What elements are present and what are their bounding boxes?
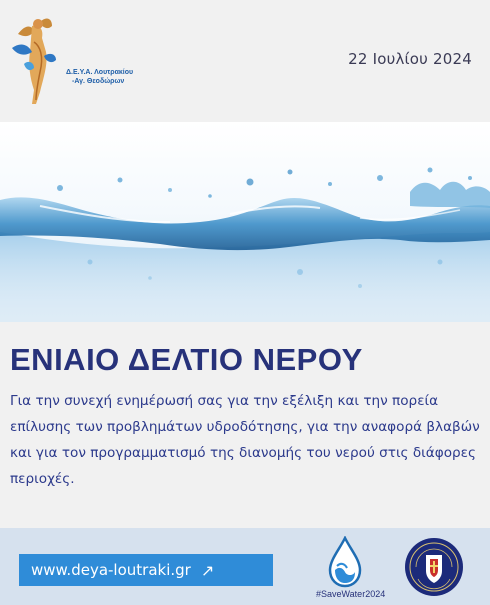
announcement bbox=[0, 322, 490, 527]
hashtag-label: #SaveWater2024 bbox=[316, 589, 386, 599]
water-drop-icon bbox=[327, 536, 363, 588]
website-url: www.deya-loutraki.gr bbox=[31, 561, 191, 579]
header bbox=[0, 0, 490, 120]
date-label: 22 Ιουλίου 2024 bbox=[348, 50, 472, 68]
logo-line1: Δ.Ε.Υ.Α. Λουτρακίου bbox=[66, 69, 134, 76]
logo-text bbox=[66, 68, 133, 86]
website-link-button[interactable] bbox=[19, 554, 273, 586]
municipality-seal-icon bbox=[404, 537, 464, 597]
deya-logo bbox=[10, 12, 134, 107]
external-link-arrow-icon: ↗ bbox=[200, 560, 215, 580]
water-splash-image bbox=[0, 122, 490, 322]
description-text: Για την συνεχή ενημέρωσή σας για την εξέλιξη και την πορεία επίλυσης των προβλημάτων υδροδότησης, για την αναφορά βλαβών και για τον προγραμματισμό της διανομής του νερού στις διάφορες περιοχές. bbox=[10, 393, 480, 487]
deya-logo-icon bbox=[10, 12, 125, 107]
logo-line2: -Αγ. Θεοδώρων bbox=[72, 78, 125, 85]
footer bbox=[0, 528, 490, 605]
page-title: ΕΝΙΑΙΟ ΔΕΛΤΙΟ ΝΕΡΟΥ bbox=[10, 342, 363, 377]
